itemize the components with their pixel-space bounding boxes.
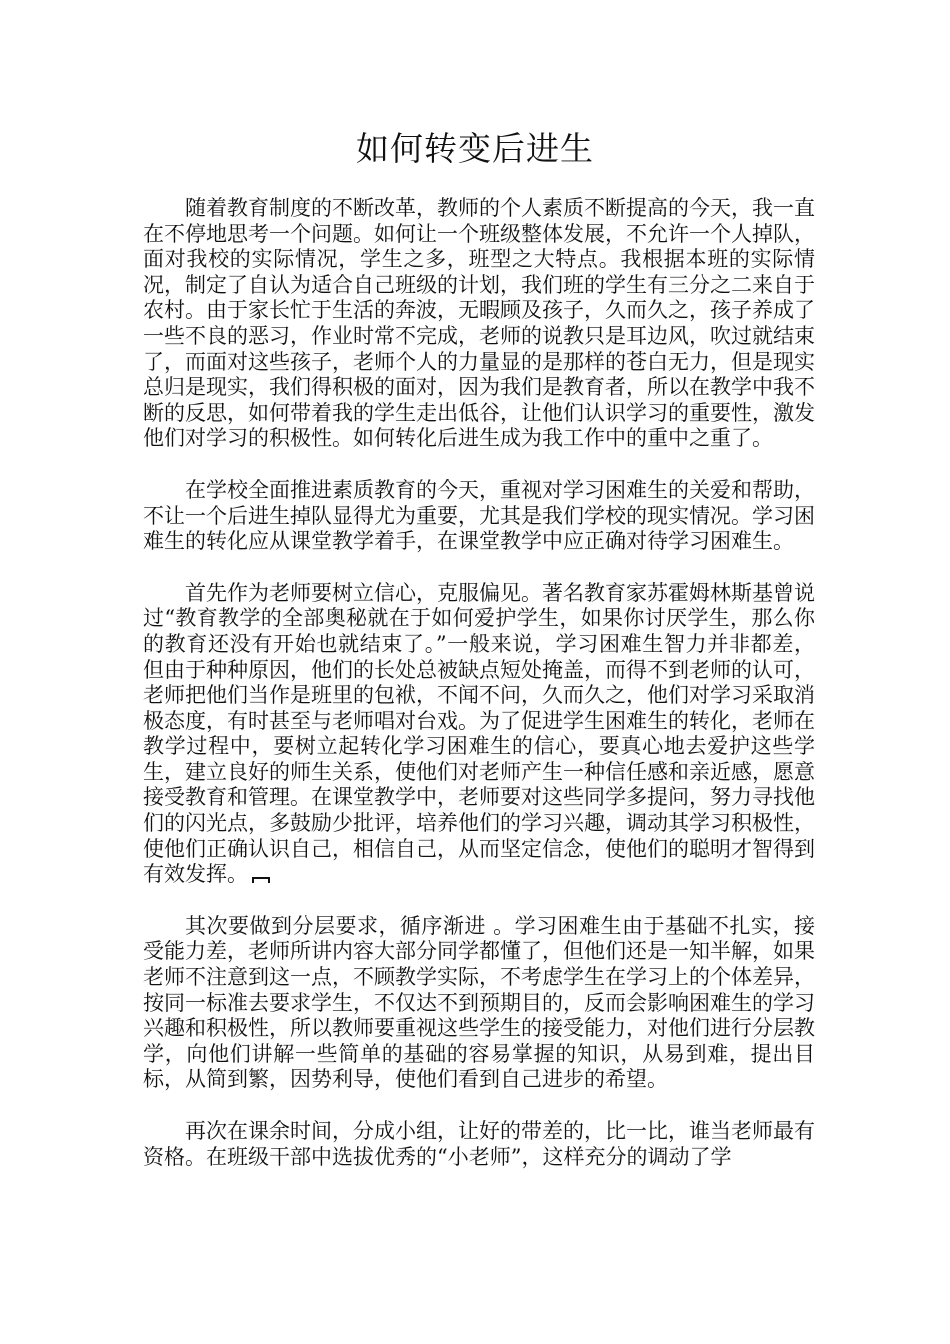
paragraph-4: 其次要做到分层要求，循序渐进 。学习困难生由于基础不扎实，接受能力差，老师所讲内容大部分同学都懂了，但他们还是一知半解，如果老师不注意到这一点，不顾教学实际，不考虑学生在学习上的个体差异，按同一标准去要求学生，不仅达不到预期目的，反而会影响困难生的学习兴趣和积极性，所以教师要重视这些学生的接受能力，对他们进行分层教学，向他们讲解一些简单的基础的容易掌握的知识，从易到难，提出目标，从简到繁，因势利导，使他们看到自己进步的希望。 <box>143 913 815 1092</box>
edit-mark-icon <box>252 877 270 883</box>
paragraph-2: 在学校全面推进素质教育的今天，重视对学习困难生的关爱和帮助，不让一个后进生掉队显得尤为重要，尤其是我们学校的现实情况。学习困难生的转化应从课堂教学着手，在课堂教学中应正确对待学习困难生。 <box>143 477 815 554</box>
paragraph-3 <box>143 581 815 888</box>
paragraph-3-text: 首先作为老师要树立信心，克服偏见。著名教育家苏霍姆林斯基曾说过“教育教学的全部奥秘就在于如何爱护学生，如果你讨厌学生，那么你的教育还没有开始也就结束了。”一般来说，学习困难生智力并非都差，但由于种种原因，他们的长处总被缺点短处掩盖，而得不到老师的认可，老师把他们当作是班里的包袱，不闻不问，久而久之，他们对学习采取消极态度，有时甚至与老师唱对台戏。为了促进学生困难生的转化，老师在教学过程中，要树立起转化学习困难生的信心，要真心地去爱护这些学生，建立良好的师生关系，使他们对老师产生一种信任感和亲近感，愿意接受教育和管理。在课堂教学中，老师要对这些同学多提问，努力寻找他们的闪光点，多鼓励少批评，培养他们的学习兴趣，调动其学习积极性，使他们正确认识自己，相信自己，从而坚定信念，使他们的聪明才智得到有效发挥。 <box>143 580 815 887</box>
document-title: 如何转变后进生 <box>356 129 594 168</box>
paragraph-1: 随着教育制度的不断改革，教师的个人素质不断提高的今天，我一直在不停地思考一个问题。如何让一个班级整体发展，不允许一个人掉队，面对我校的实际情况，学生之多，班型之大特点。我根据本班的实际情况，制定了自认为适合自己班级的计划，我们班的学生有三分之二来自于农村。由于家长忙于生活的奔波，无暇顾及孩子，久而久之，孩子养成了一些不良的恶习，作业时常不完成，老师的说教只是耳边风，吹过就结束了，而面对这些孩子，老师个人的力量显的是那样的苍白无力，但是现实总归是现实，我们得积极的面对，因为我们是教育者，所以在教学中我不断的反思，如何带着我的学生走出低谷，让他们认识学习的重要性，激发他们对学习的积极性。如何转化后进生成为我工作中的重中之重了。 <box>143 196 815 451</box>
paragraph-5: 再次在课余时间，分成小组，让好的带差的，比一比，谁当老师最有资格。在班级干部中选拔优秀的“小老师”，这样充分的调动了学 <box>143 1119 815 1169</box>
document-body <box>143 196 815 1196</box>
